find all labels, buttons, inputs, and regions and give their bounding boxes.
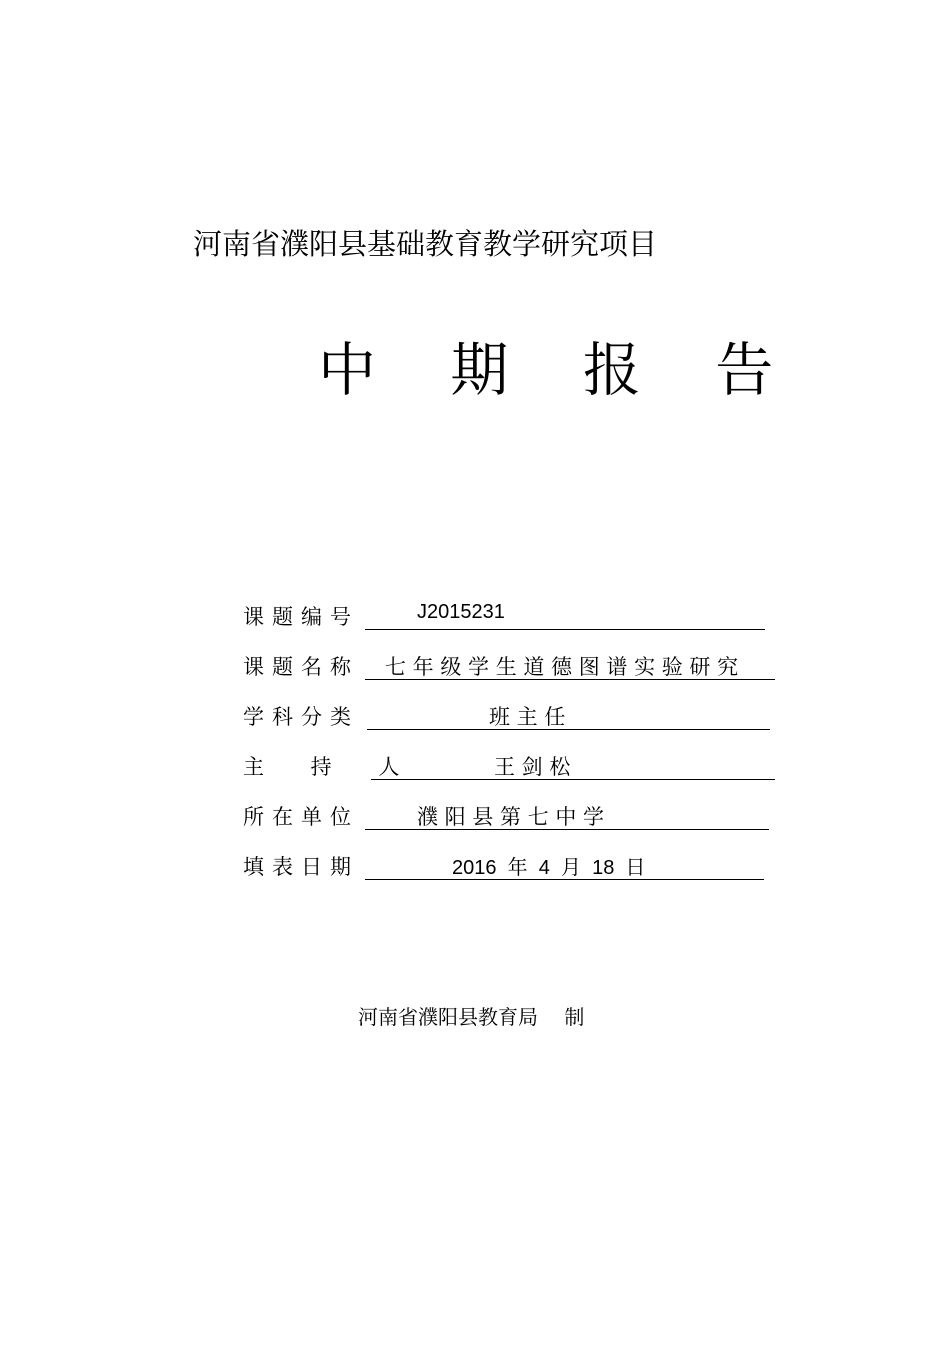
document-header: 河南省濮阳县基础教育教学研究项目	[193, 227, 658, 261]
field-row-project-name	[243, 651, 783, 685]
field-label-project-name: 课题名称	[243, 655, 359, 679]
field-label-host: 主 持 人	[243, 755, 420, 779]
field-line-host	[371, 751, 775, 780]
field-value-fill-date: 2016 年 4 月 18 日	[452, 857, 646, 879]
field-label-unit: 所在单位	[243, 805, 359, 829]
field-line-subject-category	[367, 701, 770, 730]
field-row-project-number	[243, 601, 783, 635]
field-value-unit: 濮 阳 县 第 七 中 学	[417, 805, 605, 829]
field-label-project-number: 课题编号	[243, 605, 359, 629]
document-footer: 河南省濮阳县教育局 制	[358, 1005, 585, 1029]
document-title: 中 期 报 告	[318, 336, 802, 404]
field-value-project-name: 七 年 级 学 生 道 德 图 谱 实 验 研 究	[385, 655, 739, 679]
field-value-subject-category: 班 主 任	[489, 705, 566, 729]
field-row-unit	[243, 801, 783, 835]
field-row-subject-category	[243, 701, 783, 735]
field-row-host	[243, 751, 783, 785]
field-label-fill-date: 填表日期	[243, 855, 359, 879]
field-label-subject-category: 学科分类	[243, 705, 359, 729]
field-value-host: 王 剑 松	[494, 755, 571, 779]
field-value-project-number: J2015231	[417, 601, 505, 623]
field-row-fill-date	[243, 851, 783, 885]
